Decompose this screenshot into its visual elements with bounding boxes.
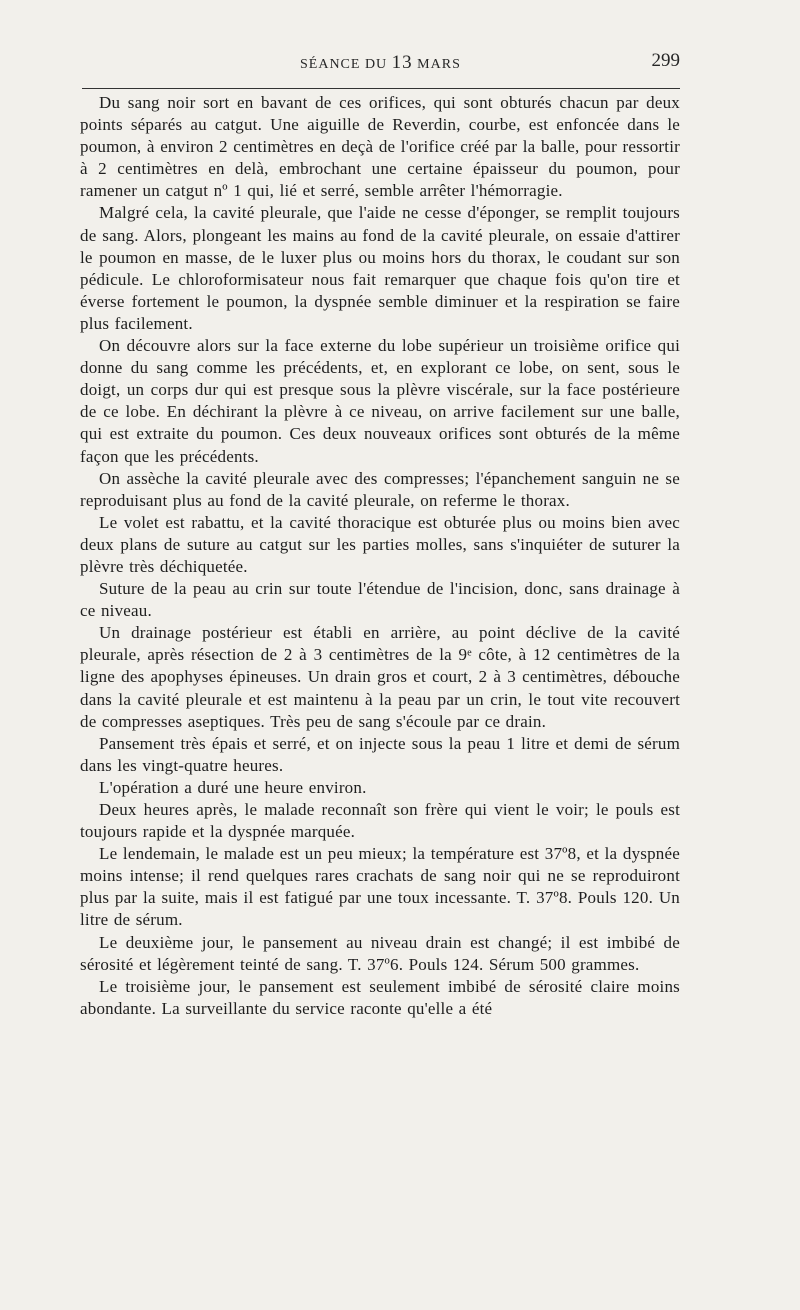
paragraph: Du sang noir sort en bavant de ces orifices, qui sont obturés chacun par deux points séparés au catgut. Une aiguille de Reverdin, courbe, est enfoncée dans le poumon, à environ 2 centimètres en deçà de l'orifice créé par la balle, pour ressortir à 2 centimètres en delà, embrochant une certaine épaisseur du poumon, pour ramener un catgut nº 1 qui, lié et serré, semble arrêter l'hémorragie. (80, 93, 680, 201)
paragraph: Le deuxième jour, le pansement au niveau drain est changé; il est imbibé de sérosité et légèrement teinté de sang. T. 37º6. Pouls 124. Sérum 500 grammes. (80, 932, 680, 974)
paragraph: On assèche la cavité pleurale avec des compresses; l'épanchement sanguin ne se reproduisant plus au fond de la cavité pleurale, on referme le thorax. (80, 468, 680, 510)
paragraph: Pansement très épais et serré, et on injecte sous la peau 1 litre et demi de sérum dans les vingt-quatre heures. (80, 733, 680, 775)
header-rule (82, 88, 680, 89)
paragraph: Malgré cela, la cavité pleurale, que l'aide ne cesse d'éponger, se remplit toujours de sang. Alors, plongeant les mains au fond de la cavité pleurale, on essaie d'attirer le poumon en masse, de le luxer plus ou moins hors du thorax, le coudant sur son pédicule. Le chloroformisateur nous fait remarquer que chaque fois qu'on tire et éverse fortement le poumon, la dyspnée semble diminuer et la respiration se faire plus facilement. (80, 203, 680, 333)
paragraph: Le troisième jour, le pansement est seulement imbibé de sérosité claire moins abondante. La surveillante du service raconte qu'elle a été (80, 976, 680, 1018)
running-head-title-day: 13 (391, 52, 413, 73)
body-text (80, 92, 680, 1020)
paragraph: Le volet est rabattu, et la cavité thoracique est obturée plus ou moins bien avec deux plans de suture au catgut sur les parties molles, sans s'inquiéter de suturer la plèvre très déchiquetée. (80, 512, 680, 576)
running-head-title (300, 52, 461, 74)
paragraph: Un drainage postérieur est établi en arrière, au point déclive de la cavité pleurale, après résection de 2 à 3 centimètres de la 9ᵉ côte, à 12 centimètres de la ligne des apophyses épineuses. Un drain gros et court, 2 à 3 centimètres, débouche dans la cavité pleurale et est maintenu à la peau par un crin, le tout vite recouvert de compresses aseptiques. Très peu de sang s'écoule par ce drain. (80, 623, 680, 731)
paragraph: Suture de la peau au crin sur toute l'étendue de l'incision, donc, sans drainage à ce niveau. (80, 579, 680, 621)
running-head-title-end: MARS (412, 57, 461, 72)
paragraph: L'opération a duré une heure environ. (99, 777, 367, 797)
paragraph: Le lendemain, le malade est un peu mieux; la température est 37º8, et la dyspnée moins intense; il rend quelques rares crachats de sang noir qui ne se reproduiront plus par la suite, mais il est fatigué par une toux incessante. T. 37º8. Pouls 120. Un litre de sérum. (80, 844, 680, 930)
paragraph: Deux heures après, le malade reconnaît son frère qui vient le voir; le pouls est toujours rapide et la dyspnée marquée. (80, 800, 680, 842)
page-number: 299 (651, 50, 680, 71)
running-head-title-start: SÉANCE DU (300, 57, 392, 72)
running-head (80, 50, 680, 74)
paragraph: On découvre alors sur la face externe du lobe supérieur un troisième orifice qui donne du sang comme les précédents, et, en explorant ce lobe, on sent, sous le doigt, un corps dur qui est presque sous la plèvre viscérale, sur la face postérieure de ce lobe. En déchirant la plèvre à ce niveau, on arrive facilement sur une balle, qui est extraite du poumon. Ces deux nouveaux orifices sont obturés de la même façon que les précédents. (80, 336, 680, 466)
